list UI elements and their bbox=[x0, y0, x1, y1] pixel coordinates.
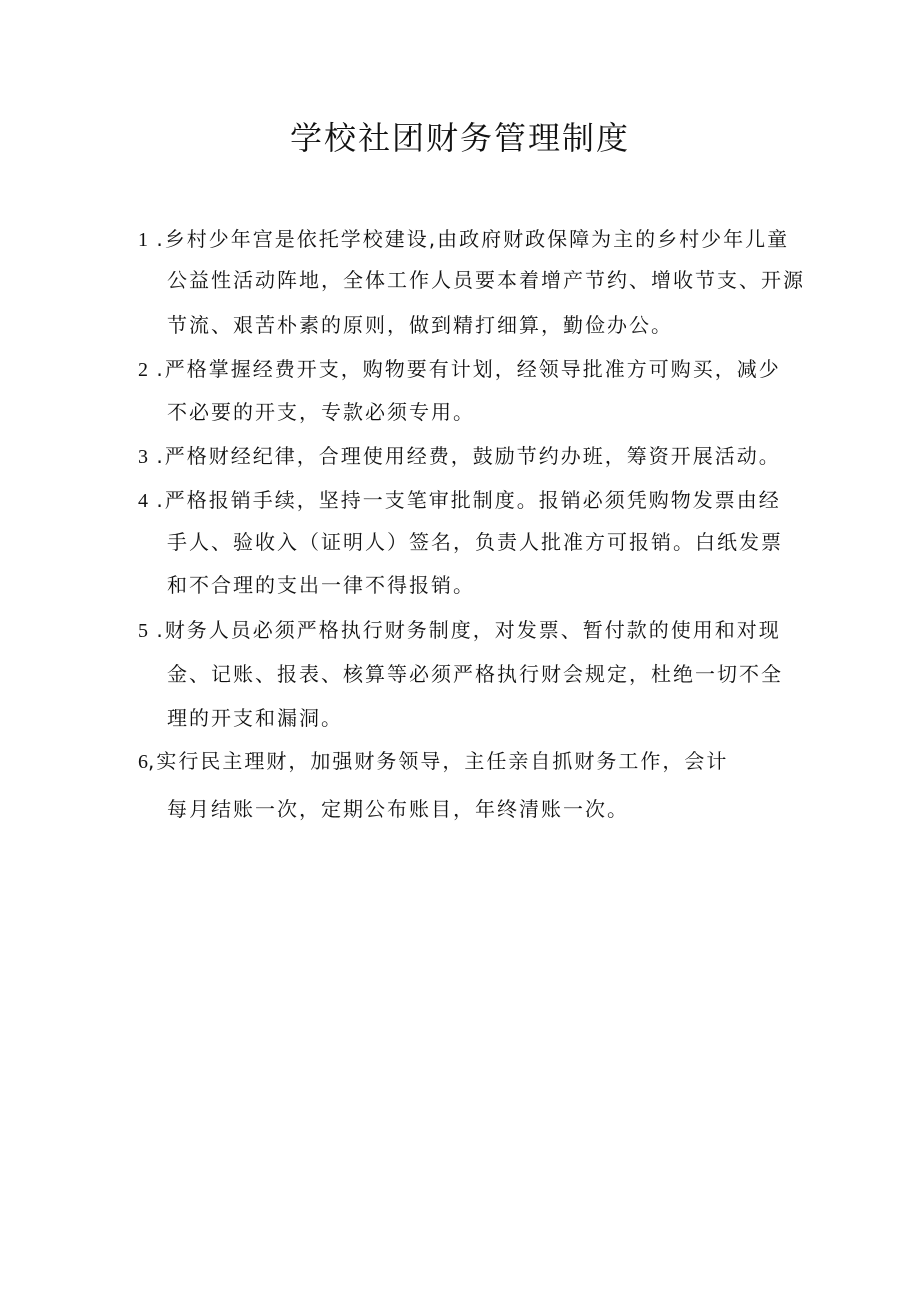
rule-5-line-2: 金、记账、报表、核算等必须严格执行财会规定，杜绝一切不全 bbox=[167, 662, 783, 686]
rule-1-line-2: 公益性活动阵地，全体工作人员要本着增产节约、增收节支、开源 bbox=[167, 268, 805, 292]
rule-6-number: 6 bbox=[138, 751, 148, 773]
rule-3-text-1: .严格财经纪律，合理使用经费，鼓励节约办班，筹资开展活动。 bbox=[156, 444, 781, 468]
rule-4-line-3: 和不合理的支出一律不得报销。 bbox=[167, 573, 475, 597]
document-title: 学校社团财务管理制度 bbox=[289, 119, 630, 157]
rule-5-text-1: .财务人员必须严格执行财务制度，对发票、暂付款的使用和对现 bbox=[156, 618, 781, 642]
rule-1-line-1 bbox=[138, 225, 789, 254]
rule-2-line-1 bbox=[138, 355, 781, 384]
rule-1-line-3: 节流、艰苦朴素的原则，做到精打细算，勤俭办公。 bbox=[167, 313, 673, 337]
rule-5-line-3: 理的开支和漏洞。 bbox=[167, 706, 343, 730]
rule-3-number: 3 bbox=[138, 446, 148, 468]
rule-2-number: 2 bbox=[138, 359, 148, 381]
rule-6-line-2: 每月结账一次，定期公布账目，年终清账一次。 bbox=[167, 797, 629, 821]
rule-4-line-2: 手人、验收入（证明人）签名，负责人批准方可报销。白纸发票 bbox=[167, 530, 783, 554]
rule-2-line-2: 不必要的开支，专款必须专用。 bbox=[167, 400, 475, 424]
rule-4-line-1 bbox=[138, 486, 781, 515]
rule-4-number: 4 bbox=[138, 490, 148, 512]
rule-3-line-1 bbox=[138, 442, 781, 471]
rule-4-text-1: .严格报销手续，坚持一支笔审批制度。报销必须凭购物发票由经 bbox=[156, 488, 781, 512]
rule-1-text-1: .乡村少年宫是依托学校建设,由政府财政保障为主的乡村少年儿童 bbox=[156, 227, 790, 251]
rule-1-number: 1 bbox=[138, 229, 148, 251]
rule-5-number: 5 bbox=[138, 620, 148, 642]
rule-5-line-1 bbox=[138, 616, 781, 645]
rule-6-line-1 bbox=[138, 747, 728, 776]
rule-6-text-1: ,实行民主理财，加强财务领导，主任亲自抓财务工作，会计 bbox=[148, 749, 729, 773]
rule-2-text-1: .严格掌握经费开支，购物要有计划，经领导批准方可购买，减少 bbox=[156, 357, 781, 381]
